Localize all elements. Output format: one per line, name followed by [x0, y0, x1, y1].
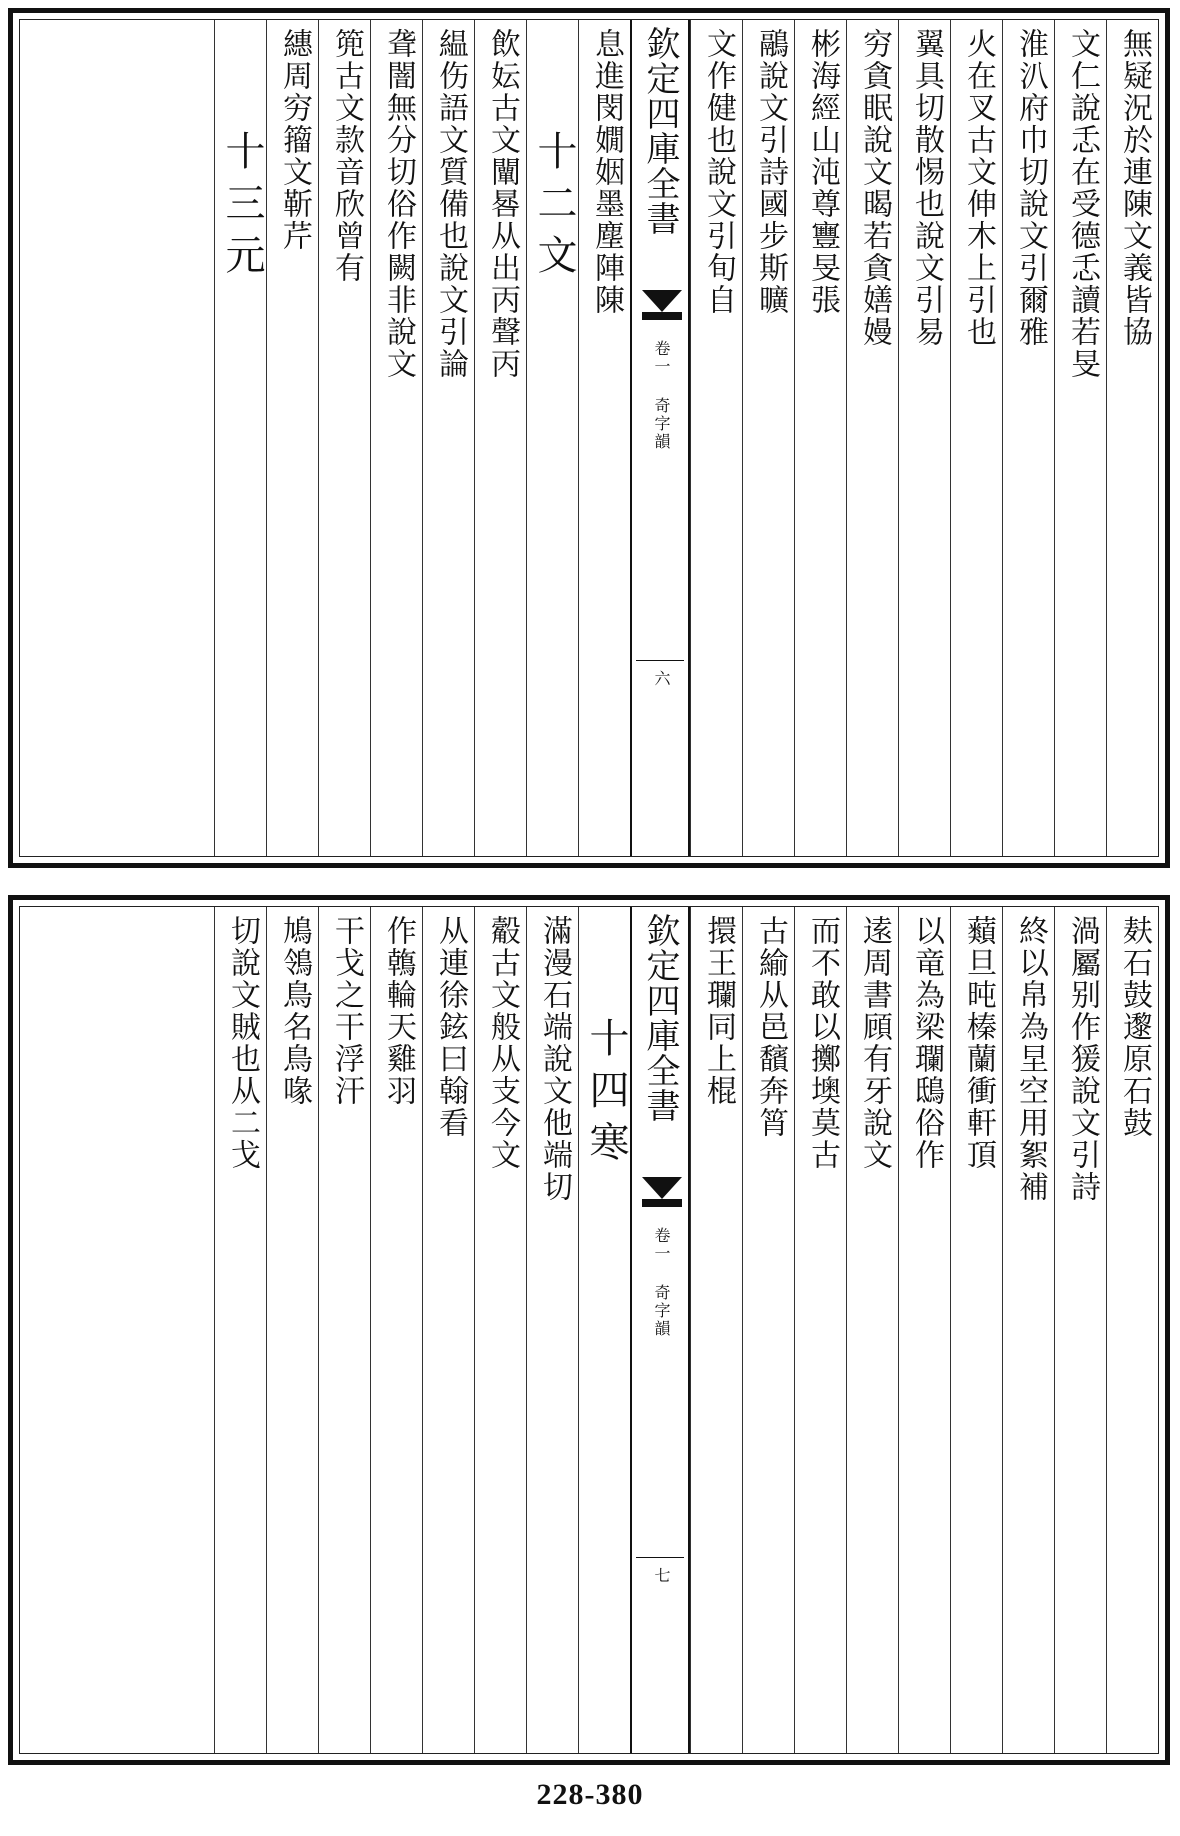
- text-column: 逺周書頋有牙說文: [846, 907, 898, 1753]
- page-number: 六: [652, 670, 671, 686]
- text-column: 淮汃府巾切說文引爾雅: [1002, 20, 1054, 856]
- center-rule: [636, 660, 684, 661]
- text-column: 飲妘古文闡晷从出丙聲丙: [474, 20, 526, 856]
- text-column: 彬海經山沌尊寷旻張: [794, 20, 846, 856]
- fold-center-band: [630, 907, 690, 1753]
- volume-label: 卷一 奇字韻: [652, 340, 671, 451]
- text-column: 干戈之干浮汗: [318, 907, 370, 1753]
- text-column: 麸石鼓邌原石鼓: [1106, 907, 1158, 1753]
- lower-page-frame: [19, 906, 1159, 1754]
- text-column: 翼具切散惕也說文引易: [898, 20, 950, 856]
- book-title: 欽定四庫全書: [640, 26, 680, 236]
- text-column: 文仁說忎在受德忎讀若旻: [1054, 20, 1106, 856]
- lower-page: [8, 895, 1170, 1765]
- text-column: 繐周穷籀文靳芹: [266, 20, 318, 856]
- text-column: 終以帛為圼空用絮補: [1002, 907, 1054, 1753]
- fold-center-band: [630, 20, 690, 856]
- fish-tail-mark: [642, 290, 682, 312]
- fish-tail-bar: [642, 1199, 682, 1207]
- text-column: 息進閔嫺姻墨塵陣陳: [578, 20, 630, 856]
- text-column: 以竜為梁瓓鴟俗作: [898, 907, 950, 1753]
- text-column: 無疑況於連陳文義皆協: [1106, 20, 1158, 856]
- text-column: 而不敢以擲墺莫古: [794, 907, 846, 1753]
- upper-page-columns: [20, 20, 1158, 856]
- text-column: 切說文賊也从二戈: [214, 907, 266, 1753]
- text-column: 鷊說文引詩國步斯曠: [742, 20, 794, 856]
- text-column: 蘱旦旽榛蘭衝軒頂: [950, 907, 1002, 1753]
- text-column: 緼伤語文質備也說文引論: [422, 20, 474, 856]
- text-column: 作鶾輪天雞羽: [370, 907, 422, 1753]
- text-column: 聋闇無分切俗作闕非說文: [370, 20, 422, 856]
- lower-page-columns: [20, 907, 1158, 1753]
- volume-label: 卷一 奇字韻: [652, 1227, 671, 1338]
- book-title: 欽定四庫全書: [640, 913, 680, 1123]
- text-column: 从連徐鉉曰翰看: [422, 907, 474, 1753]
- text-column: 滿漫石端說文他端切: [526, 907, 578, 1753]
- rhyme-heading: 十二文: [526, 20, 578, 856]
- page-number: 七: [652, 1567, 671, 1583]
- center-rule: [636, 1557, 684, 1558]
- text-column: 渦屬别作猨說文引詩: [1054, 907, 1106, 1753]
- text-column: 穷貪眠說文暍若貪嫸嫚: [846, 20, 898, 856]
- text-column: 擐王瓓同上棍: [690, 907, 742, 1753]
- rhyme-heading: 十三元: [214, 20, 266, 856]
- text-column: 鳩鴒鳥名鳥喙: [266, 907, 318, 1753]
- upper-page: [8, 8, 1170, 868]
- text-column: 文作健也說文引旬自: [690, 20, 742, 856]
- text-column: 火在叉古文伸木上引也: [950, 20, 1002, 856]
- text-column: 觳古文般从支今文: [474, 907, 526, 1753]
- text-column: 古緰从邑馪奔筲: [742, 907, 794, 1753]
- upper-page-frame: [19, 19, 1159, 857]
- rhyme-heading: 十四寒: [578, 907, 630, 1753]
- fish-tail-mark: [642, 1177, 682, 1199]
- fish-tail-bar: [642, 312, 682, 320]
- archive-page-number: 228-380: [536, 1778, 644, 1811]
- text-column: 篼古文款音欣曾有: [318, 20, 370, 856]
